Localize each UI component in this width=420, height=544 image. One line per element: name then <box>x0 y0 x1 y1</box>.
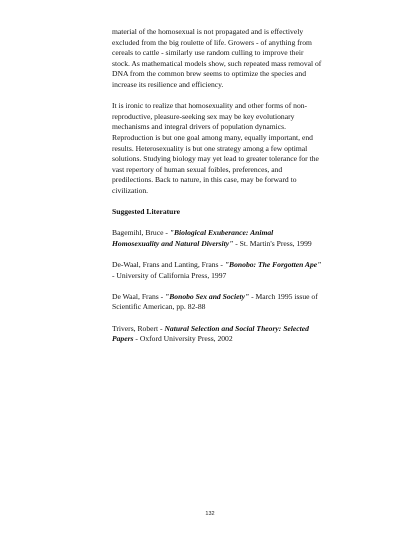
reference-author: Trivers, Robert - <box>112 323 165 333</box>
reference-item <box>112 324 322 345</box>
reference-author: De Waal, Frans - <box>112 291 166 301</box>
reference-title: "Bonobo Sex and Society" <box>165 291 250 301</box>
reference-title: "Biological Exuberance: Animal Homosexuality and Natural Diversity" <box>112 228 274 248</box>
page-content <box>112 27 322 355</box>
page-number: 132 <box>205 511 215 517</box>
body-paragraph: It is ironic to realize that homosexuality and other forms of non-reproductive, pleasure-seeking sex may be key evolutionary mechanisms and integral drivers of population dynamics. Reproduction is but one goal among many, equally important, end results. Heterosexuality is but one strategy among a few optimal solutions. Studying biology may yet lead to greater tolerance for the vast repertory of human sexual foibles, preferences, and predilections. Back to nature, in this case, may be forward to civilization. <box>112 101 319 195</box>
reference-details: - March 1995 issue of Scientific American, pp. 82-88 <box>112 291 318 312</box>
body-paragraph: material of the homosexual is not propagated and is effectively excluded from the big roulette of life. Growers - of anything from cereals to cattle - similarly use random culling to improve their stock. As mathematical models show, such repeated mass removal of DNA from the common brew seems to optimize the species and increase its resilience and efficiency. <box>112 27 322 89</box>
reference-item <box>112 292 322 313</box>
reference-title: "Bonobo: The Forgotten Ape" <box>224 260 322 270</box>
reference-details: - Oxford University Press, 2002 <box>133 334 233 344</box>
section-heading: Suggested Literature <box>112 207 180 217</box>
reference-author: Bagemihl, Bruce - <box>112 228 170 238</box>
reference-author: De-Waal, Frans and Lanting, Frans - <box>112 260 225 270</box>
reference-details: - St. Martin's Press, 1999 <box>233 238 312 248</box>
reference-item <box>112 228 322 249</box>
reference-item <box>112 260 322 281</box>
reference-details: - University of California Press, 1997 <box>112 270 227 280</box>
reference-title: Natural Selection and Social Theory: Selected Papers <box>112 323 309 344</box>
